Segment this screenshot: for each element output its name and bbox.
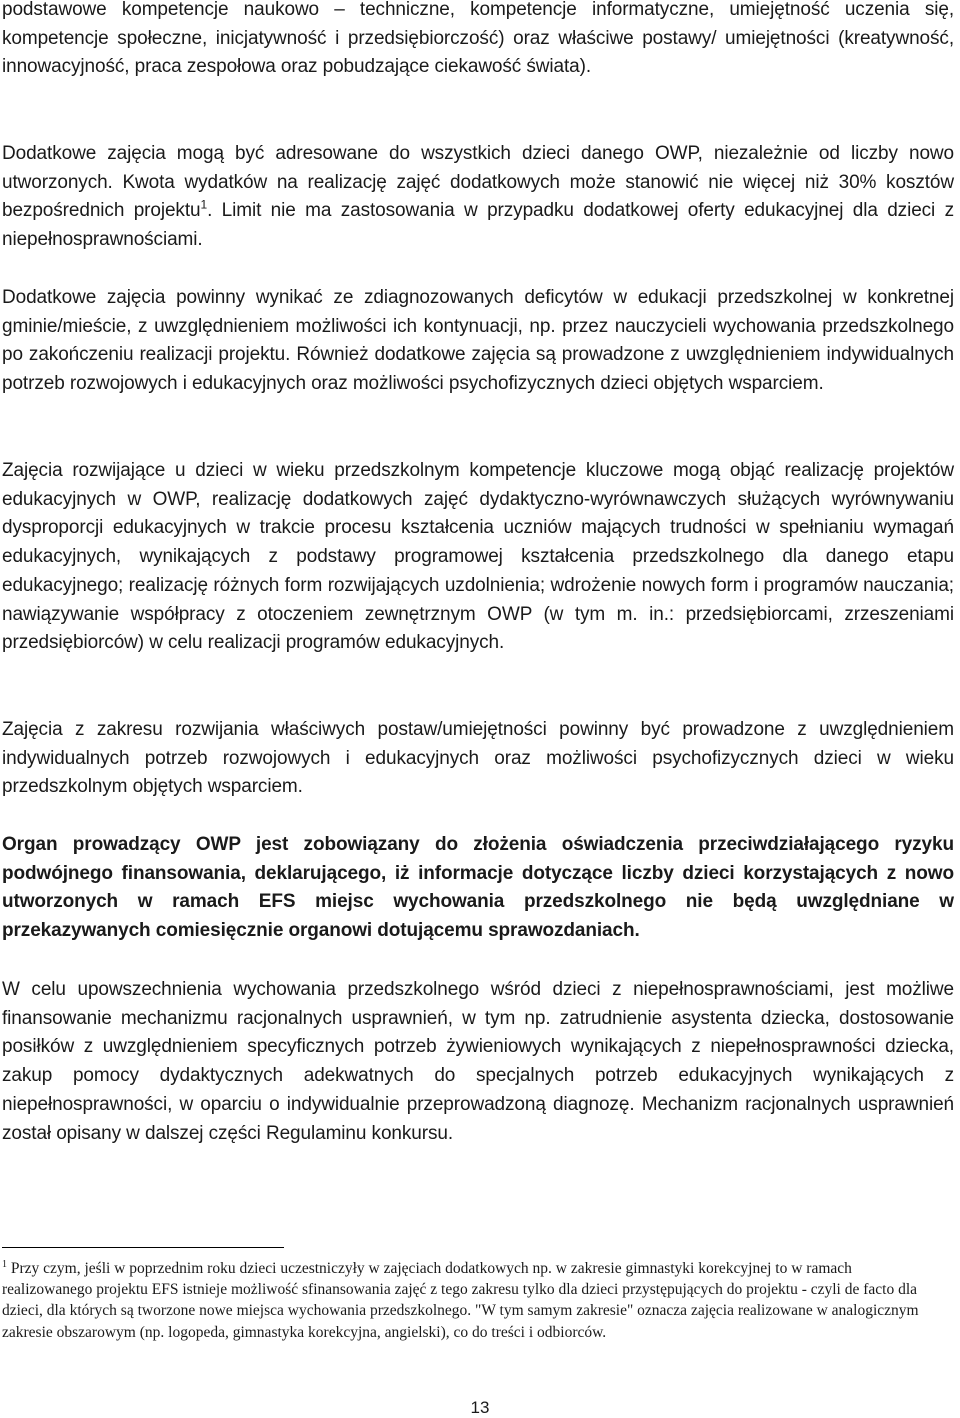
paragraph-additional-classes-scope	[2, 140, 954, 255]
paragraph-competences: podstawowe kompetencje naukowo – techniczne, kompetencje informatyczne, umiejętność uczenia się, kompetencje społeczne, inicjatywność i przedsiębiorczość) oraz właściwe postawy/ umiejętności (kreatywność, innowacyjność, praca zespołowa oraz pobudzające ciekawość świata).	[2, 0, 954, 78]
paragraph-key-competences: Zajęcia rozwijające u dzieci w wieku przedszkolnym kompetencje kluczowe mogą objąć realizację projektów edukacyjnych w OWP, realizację dodatkowych zajęć dydaktyczno-wyrównawczych służących wyrównywaniu dysproporcji edukacyjnych w trakcie procesu kształcenia uczniów mających trudności w spełnianiu wymagań edukacyjnych, wynikających z podstawy programowej kształcenia przedszkolnego dla danego etapu edukacyjnego; realizację różnych form rozwijających uzdolnienia; wdrożenie nowych form i programów nauczania; nawiązywanie współpracy z otoczeniem zewnętrznym OWP (w tym m. in.: przedsiębiorcami, zrzeszeniami przedsiębiorców) w celu realizacji programów edukacyjnych.	[2, 460, 954, 654]
paragraph-text: Dodatkowe zajęcia mogą być adresowane do wszystkich dzieci danego OWP, niezależnie od liczby nowo utworzonych. Kwota wydatków na realizację zajęć dodatkowych może stanowić nie więcej niż 30% kosztów bezpośrednich projektu	[2, 143, 954, 222]
paragraph-deficits: Dodatkowe zajęcia powinny wynikać ze zdiagnozowanych deficytów w edukacji przedszkolnej w konkretnej gminie/mieście, z uwzględnieniem możliwości ich kontynuacji, np. przez nauczycieli wychowania przedszkolnego po zakończeniu realizacji projektu. Również dodatkowe zajęcia są prowadzone z uwzględnieniem indywidualnych potrzeb rozwojowych i edukacyjnych oraz możliwości psychofizycznych dzieci objętych wsparciem.	[2, 287, 954, 395]
paragraph-double-financing-statement: Organ prowadzący OWP jest zobowiązany do złożenia oświadczenia przeciwdziałającego ryzyku podwójnego finansowania, deklarującego, iż informacje dotyczące liczby dzieci korzystających z nowo utworzonych w ramach EFS miejsc wychowania przedszkolnego nie będą uwzględniane w przekazywanych comiesięcznie organowi dotującemu sprawozdaniach.	[2, 834, 954, 942]
footnote	[2, 1258, 937, 1343]
footnote-separator	[2, 1247, 284, 1248]
paragraph-attitudes: Zajęcia z zakresu rozwijania właściwych postaw/umiejętności powinny być prowadzone z uwzględnieniem indywidualnych potrzeb rozwojowych i edukacyjnych oraz możliwości psychofizycznych dzieci w wieku przedszkolnym objętych wsparciem.	[2, 719, 954, 798]
paragraph-text: . Limit nie ma zastosowania w przypadku dodatkowej oferty edukacyjnej dla dzieci z niepełnosprawnościami.	[2, 200, 954, 251]
footnote-marker: 1	[2, 1258, 7, 1270]
paragraph-reasonable-accommodation: W celu upowszechnienia wychowania przedszkolnego wśród dzieci z niepełnosprawnościami, jest możliwe finansowanie mechanizmu racjonalnych usprawnień, w tym np. zatrudnienie asystenta dziecka, dostosowanie posiłków z uwzględnieniem specyficznych potrzeb żywieniowych wynikających z niepełnosprawności dziecka, zakup pomocy dydaktycznych adekwatnych do specjalnych potrzeb edukacyjnych wynikających z niepełnosprawności, w oparciu o indywidualnie przeprowadzoną diagnozę. Mechanizm racjonalnych usprawnień został opisany w dalszej części Regulaminu konkursu.	[2, 979, 954, 1144]
footnote-reference[interactable]: 1	[200, 198, 208, 213]
page-number: 13	[470, 1398, 490, 1417]
footnote-text: Przy czym, jeśli w poprzednim roku dzieci uczestniczyły w zajęciach dodatkowych np. w zakresie gimnastyki korekcyjnej to w ramach realizowanego projektu EFS istnieje możliwość sfinansowania zajęć z tego zakresu tylko dla dzieci przystępujących do projektu - czyli de facto dla dzieci, dla których są tworzone nowe miejsca wychowania przedszkolnego. "W tym samym zakresie" oznacza zajęcia realizowane w analogicznym zakresie obszarowym (np. logopeda, gimnastyka korekcyjna, angielski), co do treści i odbiorców.	[2, 1260, 919, 1341]
